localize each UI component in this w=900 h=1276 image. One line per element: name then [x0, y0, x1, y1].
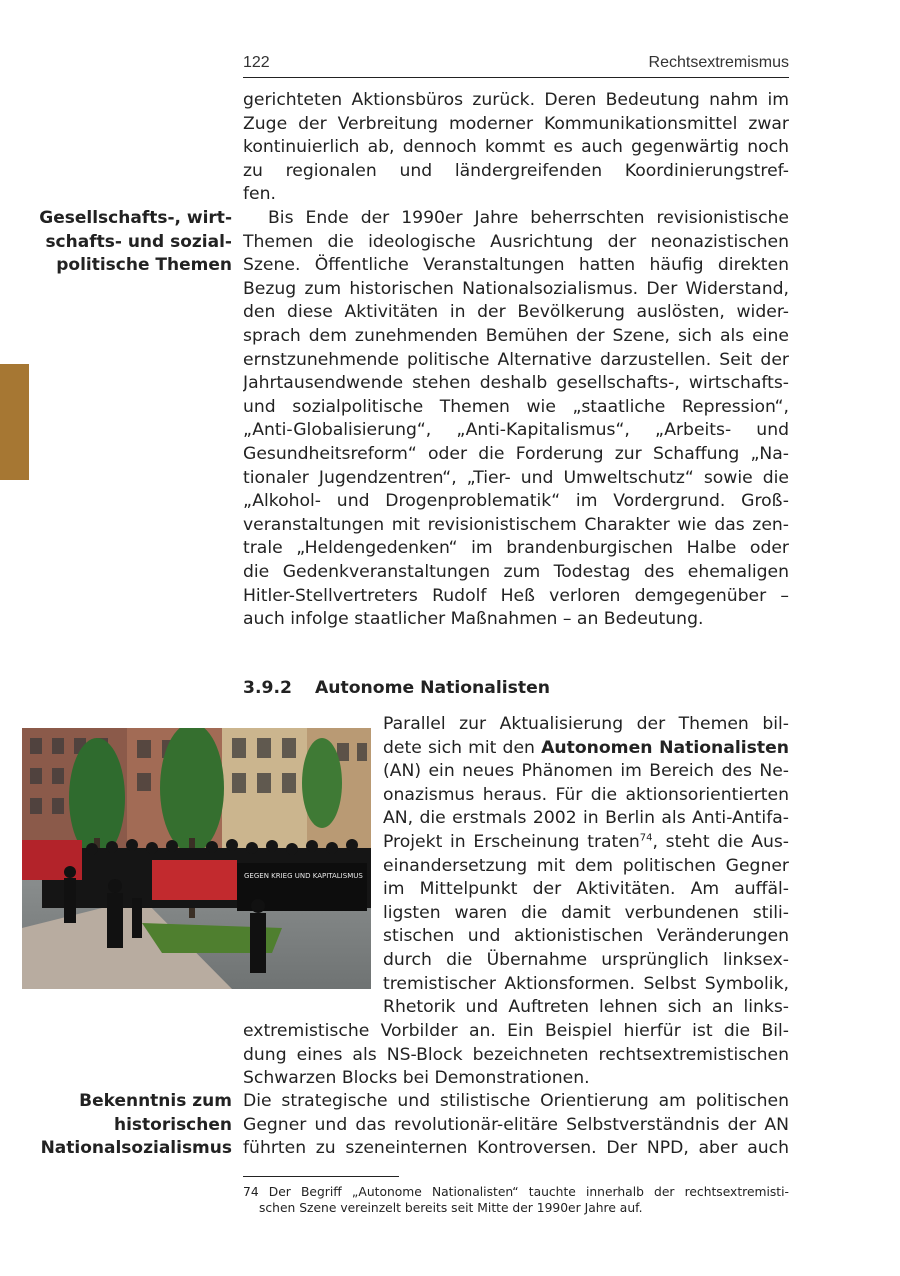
margin-note-national-socialism — [30, 1090, 232, 1161]
text-line: Themen die ideologische Ausrichtung der neonazistischen — [243, 231, 789, 252]
text-line-part: dete sich mit den — [383, 737, 542, 758]
text-line: auch infolge staatlicher Maßnahmen – an Bedeutung. — [243, 609, 704, 630]
text-line: Hitler-Stellvertreters Rudolf Heß verloren demgegenüber – — [243, 585, 789, 606]
text-line: onazismus heraus. Für die aktionsorientierten — [383, 784, 789, 805]
text-line: veranstaltungen mit revisionistischem Charakter wie das zen- — [243, 514, 789, 535]
text-line: und sozialpolitische Themen wie „staatliche Repression“, — [243, 396, 789, 417]
text-line: kontinuierlich ab, dennoch kommt es auch gegenwärtig noch — [243, 137, 789, 158]
text-line: „Alkohol- und Drogenproblematik“ im Vordergrund. Groß- — [243, 491, 789, 512]
chapter-side-tab — [0, 364, 29, 480]
text-line: tionaler Jugendzentren“, „Tier- und Umweltschutz“ sowie die — [243, 467, 789, 488]
text-line: einandersetzung mit dem politischen Gegner — [383, 855, 789, 876]
footnote-line: schen Szene vereinzelt bereits seit Mitte der 1990er Jahre auf. — [259, 1201, 643, 1215]
running-title: Rechtsextremismus — [648, 54, 789, 71]
demonstration-photo — [22, 728, 371, 989]
footnote-ref[interactable]: 74 — [639, 832, 653, 844]
text-line: „Anti-Globalisierung“, „Anti-Kapitalismus“, „Arbeits- und — [243, 420, 789, 441]
text-line: Parallel zur Aktualisierung der Themen bil- — [383, 714, 789, 734]
text-line: ligsten waren die damit verbundenen stili- — [383, 902, 789, 923]
text-line: sprach dem zunehmenden Bemühen der Szene, sich als eine — [243, 325, 789, 346]
text-line-part: , steht die Aus- — [652, 831, 789, 852]
margin-note-line: schafts- und sozial- — [45, 231, 232, 252]
text-line: Zuge der Verbreitung moderner Kommunikationsmittel zwar — [243, 113, 789, 134]
footnote-divider — [243, 1176, 399, 1177]
text-line: Bis Ende der 1990er Jahre beherrschten revisionistische — [268, 208, 789, 228]
text-line: trale „Heldengedenken“ im brandenburgischen Halbe oder — [243, 538, 789, 559]
margin-note-line: Bekenntnis zum — [79, 1091, 232, 1111]
margin-note-line: politische Themen — [56, 255, 232, 276]
footnote-line: 74 Der Begriff „Autonome Nationalisten“ tauchte innerhalb der rechtsextremisti- — [243, 1185, 789, 1199]
text-line: extremistische Vorbilder an. Ein Beispiel hierfür ist die Bil- — [243, 1021, 789, 1041]
text-line-part: Projekt in Erscheinung traten — [383, 831, 640, 852]
text-line — [383, 831, 789, 855]
paragraph-continuation — [243, 89, 789, 207]
text-line: Bezug zum historischen Nationalsozialismus. Der Widerstand, — [243, 278, 789, 299]
margin-note-line: Nationalsozialismus — [40, 1138, 232, 1159]
text-line — [383, 737, 789, 761]
text-line: ernstzunehmende politische Alternative darzustellen. Seit der — [243, 349, 789, 370]
text-line: AN, die erstmals 2002 in Berlin als Anti-Antifa- — [383, 808, 789, 829]
text-line: durch die Übernahme ursprünglich linksex- — [383, 949, 789, 970]
margin-note-line: historischen — [114, 1114, 232, 1135]
text-line: (AN) ein neues Phänomen im Bereich des Ne- — [383, 761, 789, 782]
section-heading — [243, 678, 550, 698]
section-title: Autonome Nationalisten — [315, 678, 551, 698]
text-line: Schwarzen Blocks bei Demonstrationen. — [243, 1068, 590, 1089]
photo-illustration — [22, 728, 371, 989]
paragraph-political-themes — [243, 207, 789, 632]
text-line: stischen und aktionistischen Veränderungen — [383, 926, 789, 947]
page-number: 122 — [243, 54, 270, 71]
text-line: fen. — [243, 184, 276, 205]
text-line: Gesundheitsreform“ oder die Forderung zur Schaffung „Na- — [243, 443, 789, 464]
paragraph-autonomous-nationalists-cont — [243, 1020, 789, 1091]
bold-term: Autonomen Nationalisten — [541, 737, 789, 758]
text-line: Die strategische und stilistische Orientierung am politischen — [243, 1091, 789, 1111]
text-line: zu regionalen und ländergreifenden Koordinierungstref- — [243, 160, 789, 181]
margin-note-line: Gesellschafts-, wirt- — [39, 208, 232, 228]
text-line: den diese Aktivitäten in der Bevölkerung auslösten, wider- — [243, 302, 789, 323]
paragraph-autonomous-nationalists — [383, 713, 789, 1020]
text-line: im Mittelpunkt der Aktivitäten. Am auffäl- — [383, 879, 789, 900]
paragraph-strategic-orientation — [243, 1090, 789, 1161]
text-line: Rhetorik und Auftreten lehnen sich an links- — [383, 997, 789, 1018]
text-line: gerichteten Aktionsbüros zurück. Deren Bedeutung nahm im — [243, 90, 789, 110]
text-line: dung eines als NS-Block bezeichneten rechtsextremistischen — [243, 1044, 789, 1065]
section-number: 3.9.2 — [243, 678, 292, 698]
text-line: Jahrtausendwende stehen deshalb gesellschafts-, wirtschafts- — [243, 373, 789, 394]
text-line: die Gedenkveranstaltungen zum Todestag des ehemaligen — [243, 561, 789, 582]
page-header — [243, 52, 789, 78]
text-line: tremistischer Aktionsformen. Selbst Symbolik, — [383, 973, 789, 994]
text-line: führten zu szeneinternen Kontroversen. Der NPD, aber auch — [243, 1138, 789, 1159]
margin-note-political-themes — [30, 207, 232, 278]
banner-text: GEGEN KRIEG UND KAPITALISMUS — [244, 872, 363, 880]
text-line: Szene. Öffentliche Veranstaltungen hatten häufig direkten — [243, 255, 789, 276]
footnote — [243, 1184, 789, 1216]
text-line: Gegner und das revolutionär-elitäre Selbstverständnis der AN — [243, 1114, 789, 1135]
